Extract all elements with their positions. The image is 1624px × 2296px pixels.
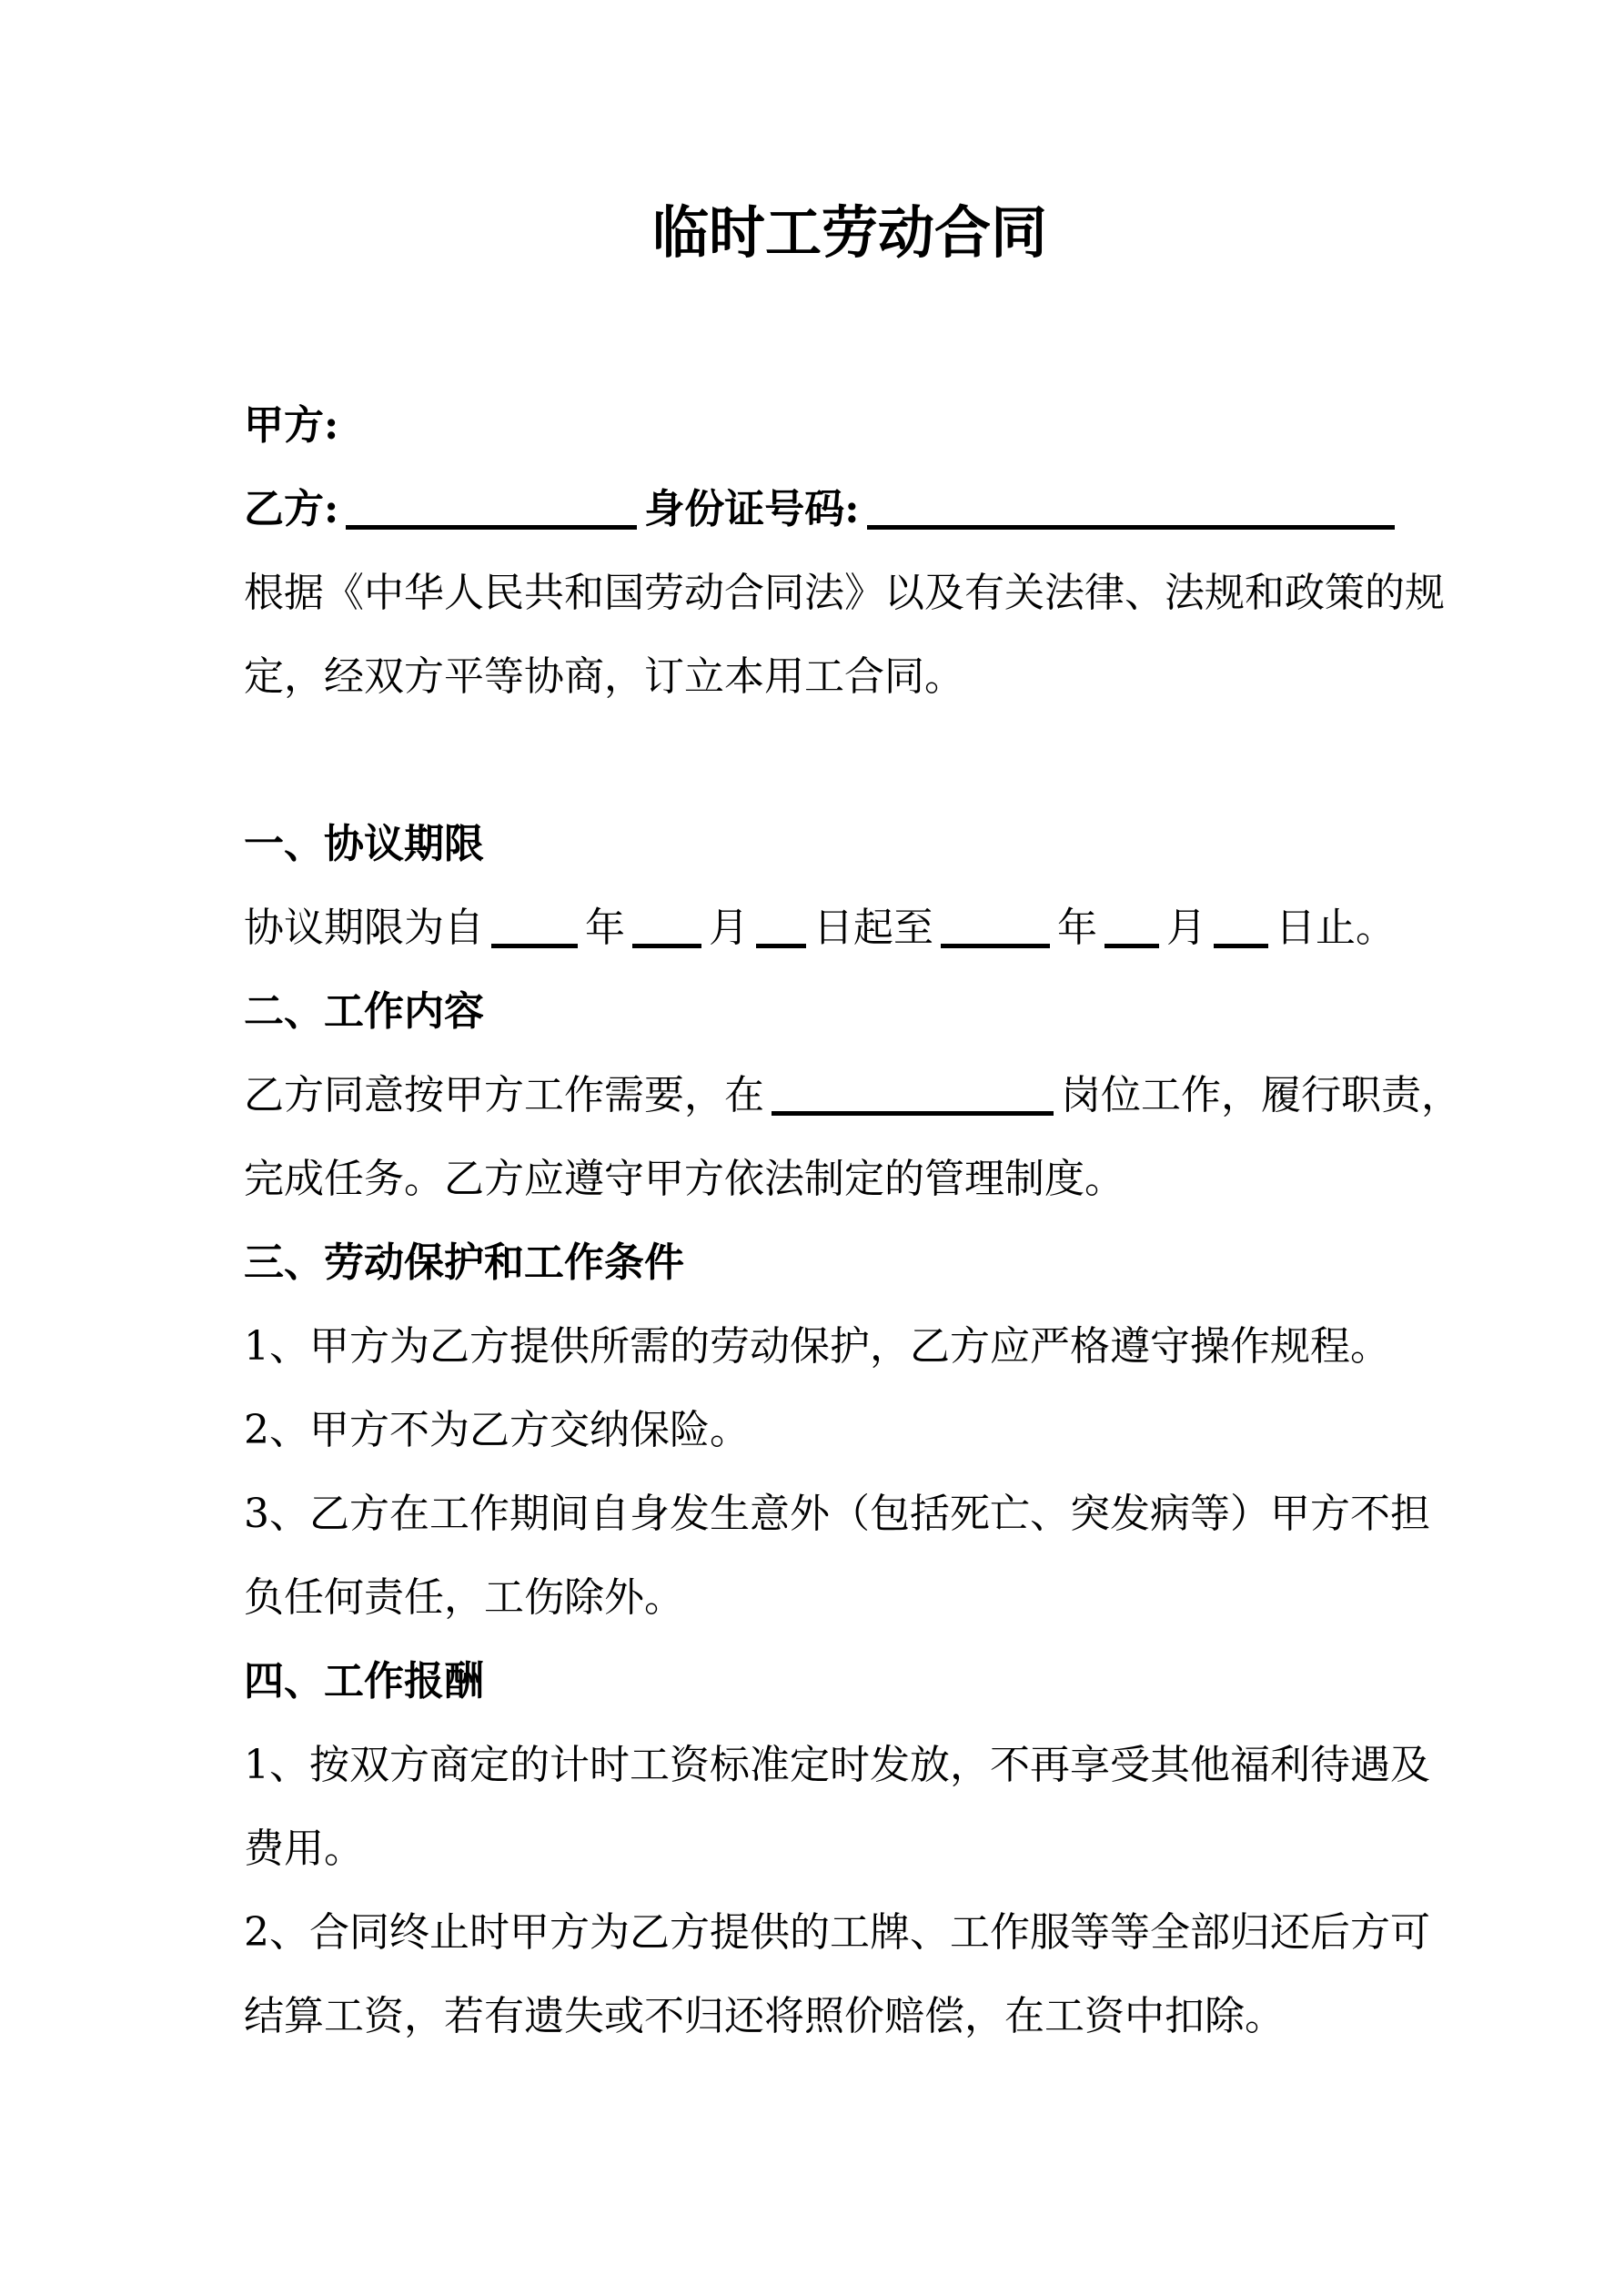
start-year-blank [491,907,578,948]
term-end-text: 日止。 [1276,905,1396,951]
end-day-blank [1214,907,1268,948]
start-day-blank [756,907,806,948]
section-3-line-4: 负任何责任，工伤除外。 [244,1574,684,1621]
preamble-line-2: 定，经双方平等协商，订立本用工合同。 [244,653,964,700]
document-title: 临时工劳动合同 [651,199,1047,266]
end-month-blank [1105,907,1159,948]
section-3-line-2: 2、甲方不为乙方交纳保险。 [244,1407,750,1453]
year-label: 年 [585,905,625,951]
section-4-line-4: 结算工资，若有遗失或不归还将照价赔偿，在工资中扣除。 [244,1993,1285,2039]
start-to-text: 日起至 [813,905,933,951]
section-3-line-3: 3、乙方在工作期间自身发生意外（包括死亡、突发病等）甲方不担 [244,1491,1430,1537]
work-content-text: 乙方同意按甲方工作需要，在 [244,1072,764,1118]
section-2-heading: 二、工作内容 [244,988,484,1035]
id-number-blank [867,489,1395,530]
year-label: 年 [1057,905,1097,951]
party-b-line [244,468,1456,551]
section-4-heading: 四、工作报酬 [244,1658,484,1704]
section-2-line-2: 完成任务。乙方应遵守甲方依法制定的管理制度。 [244,1156,1125,1202]
start-month-blank [632,907,701,948]
id-number-label: 身份证号码: [644,486,860,532]
end-year-blank [941,907,1050,948]
section-1-term-line [244,886,1456,970]
section-2-line-1 [244,1054,1461,1138]
work-content-text-2: 岗位工作，履行职责， [1061,1072,1461,1118]
month-label: 月 [1166,905,1206,951]
term-text: 协议期限为自 [244,905,484,951]
section-4-line-2: 费用。 [244,1826,364,1872]
party-a-line: 甲方: [244,402,339,449]
section-3-line-1: 1、甲方为乙方提供所需的劳动保护，乙方应严格遵守操作规程。 [244,1323,1390,1370]
month-label: 月 [709,905,749,951]
section-1-heading: 一、协议期限 [244,821,484,867]
job-position-blank [772,1075,1054,1116]
party-b-name-blank [346,489,637,530]
section-4-line-3: 2、合同终止时甲方为乙方提供的工牌、工作服等等全部归还后方可 [244,1909,1430,1956]
section-4-line-1: 1、按双方商定的计时工资标准定时发放，不再享受其他福利待遇及 [244,1742,1430,1788]
contract-content [244,0,1461,2058]
party-b-label: 乙方: [244,486,339,532]
blank-line [244,719,1456,803]
preamble-line-1: 根据《中华人民共和国劳动合同法》以及有关法律、法规和政策的规 [244,570,1445,616]
section-3-heading: 三、劳动保护和工作条件 [244,1239,684,1286]
